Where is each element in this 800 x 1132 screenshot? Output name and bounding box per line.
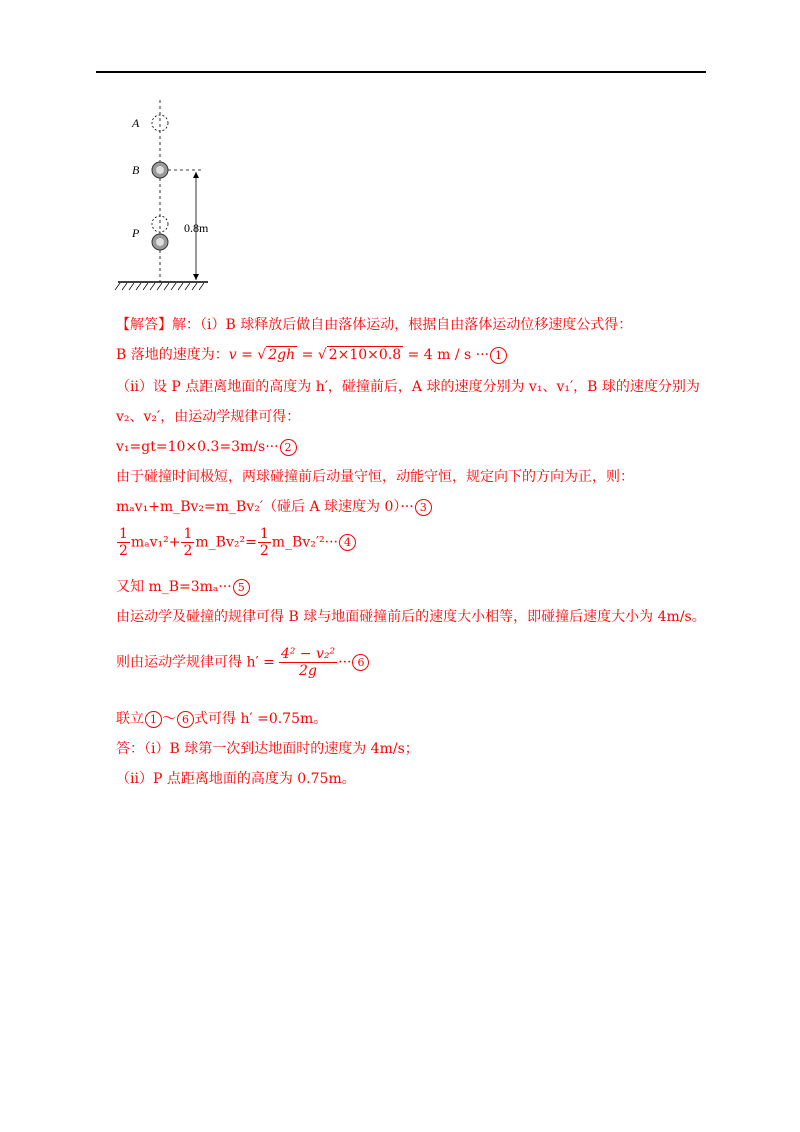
solution-line-12: 联立 1 ～ 6 式可得 h′ =0.75m。	[116, 711, 328, 727]
solution-line-6: 由于碰撞时间极短，两球碰撞前后动量守恒，动能守恒，规定向下的方向为正，则：	[116, 469, 634, 485]
solution-line-3: （ii）设 P 点距离地面的高度为 h′，碰撞前后，A 球的速度分别为 v₁、v₁′，B 球的速度分别为	[116, 379, 700, 395]
label-p: P	[132, 226, 140, 240]
header-rule	[96, 71, 706, 73]
answer-line-1: 答：（i）B 球第一次到达地面时的速度为 4m/s；	[116, 741, 419, 757]
solution-line-4: v₂、v₂′，由运动学规律可得：	[116, 409, 301, 425]
solution-line-1: 【解答】解：（i）B 球释放后做自由落体运动，根据自由落体运动位移速度公式得：	[116, 317, 633, 333]
solution-line-5: v₁=gt=10×0.3=3m/s··· 2	[116, 438, 297, 456]
solution-line-10: 由运动学及碰撞的规律可得 B 球与地面碰撞前后的速度大小相等，即碰撞后速度大小为 4m/s。	[116, 609, 706, 625]
physics-figure	[110, 100, 220, 300]
ball-p-ghost	[152, 216, 168, 232]
eq-number: 5	[233, 579, 250, 596]
height-label: 0.8m	[184, 221, 209, 235]
label-b: B	[132, 163, 140, 177]
eq-number: 2	[280, 439, 297, 456]
eq-number: 4	[339, 534, 356, 551]
solution-line-8: $\frac{1}{2}$ mₐv₁²+ $\frac{1}{2}$ m_Bv₂²= $\frac{1}{2}$ m_Bv₂′²··· 4	[116, 526, 356, 559]
answer-line-2: （ii）P 点距离地面的高度为 0.75m。	[116, 771, 356, 787]
eq-number: 6	[352, 654, 369, 671]
solution-line-11: 则由运动学规律可得 h′ = $\frac{\text{4² − v₂²}}{2g}$ ··· 6	[116, 646, 369, 679]
solution-line-9: 又知 m_B=3mₐ··· 5	[116, 578, 250, 596]
solution-line-7: mₐv₁+m_Bv₂=m_Bv₂′（碰后 A 球速度为 0）··· 3	[116, 498, 432, 516]
answer-tag: 【解答】	[116, 317, 172, 333]
eq-number: 3	[415, 499, 432, 516]
label-a: A	[132, 116, 140, 130]
eq-number: 1	[490, 347, 507, 364]
ball-a	[152, 115, 168, 131]
solution-line-2: B 落地的速度为：v = √ 2gh = √ 2×10×0.8 = 4 m / s ··· 1	[116, 346, 507, 364]
